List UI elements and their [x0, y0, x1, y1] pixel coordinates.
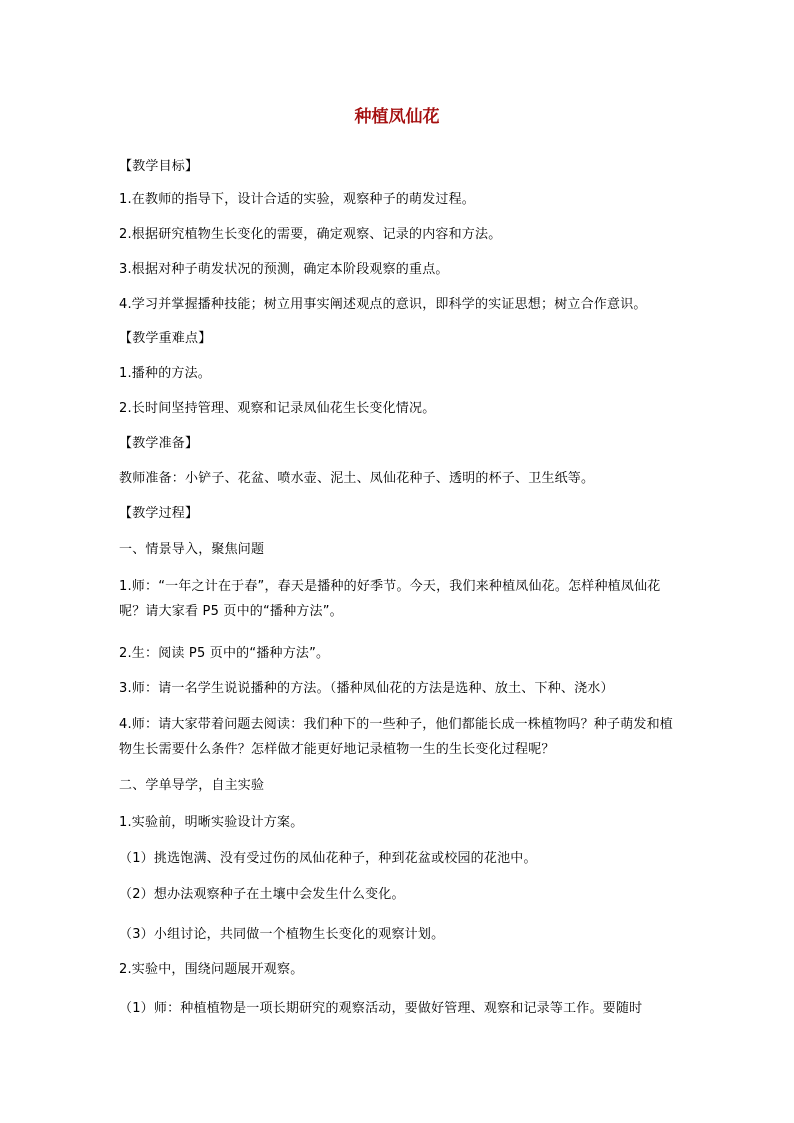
paragraph: 1.在教师的指导下，设计合适的实验，观察种子的萌发过程。 — [119, 192, 476, 207]
paragraph: 2.生：阅读 P5 页中的“播种方法”。 — [119, 646, 330, 661]
paragraph: （3）小组讨论，共同做一个植物生长变化的观察计划。 — [119, 927, 445, 942]
subsection-heading: 二、学单导学，自主实验 — [119, 778, 265, 793]
paragraph: 3.根据对种子萌发状况的预测，确定本阶段观察的重点。 — [119, 262, 449, 277]
paragraph: （2）想办法观察种子在土壤中会发生什么变化。 — [119, 887, 405, 902]
paragraph: （1）师：种植植物是一项长期研究的观察活动，要做好管理、观察和记录等工作。要随时 — [119, 1001, 643, 1016]
paragraph: 2.根据研究植物生长变化的需要，确定观察、记录的内容和方法。 — [119, 227, 502, 242]
paragraph: 教师准备：小铲子、花盆、喷水壶、泥土、凤仙花种子、透明的杯子、卫生纸等。 — [119, 471, 595, 486]
paragraph: 2.长时间坚持管理、观察和记录凤仙花生长变化情况。 — [119, 401, 436, 416]
section-heading-preparation: 【教学准备】 — [119, 436, 199, 451]
paragraph: （1）挑选饱满、没有受过伤的凤仙花种子，种到花盆或校园的花池中。 — [119, 851, 537, 866]
paragraph: 2.实验中，围绕问题展开观察。 — [119, 962, 304, 977]
subsection-heading: 一、情景导入，聚焦问题 — [119, 542, 265, 557]
section-heading-objectives: 【教学目标】 — [119, 159, 199, 174]
paragraph: 1.师：“一年之计在于春”，春天是播种的好季节。今天，我们来种植凤仙花。怎样种植凤仙花呢？请大家看 P5 页中的“播种方法”。 — [119, 579, 661, 619]
paragraph: 1.播种的方法。 — [119, 366, 212, 381]
paragraph: 1.实验前，明晰实验设计方案。 — [119, 815, 304, 830]
section-heading-key-points: 【教学重难点】 — [119, 331, 212, 346]
paragraph: 3.师：请一名学生说说播种的方法。（播种凤仙花的方法是选种、放土、下种、浇水） — [119, 681, 614, 696]
paragraph: 4.师：请大家带着问题去阅读：我们种下的一些种子，他们都能长成一株植物吗？种子萌发和植物生长需要什么条件？怎样做才能更好地记录植物一生的生长变化过程呢？ — [119, 717, 674, 757]
paragraph: 4.学习并掌握播种技能；树立用事实阐述观点的意识，即科学的实证思想；树立合作意识。 — [119, 297, 647, 312]
section-heading-process: 【教学过程】 — [119, 506, 199, 521]
document-title: 种植凤仙花 — [354, 107, 440, 127]
